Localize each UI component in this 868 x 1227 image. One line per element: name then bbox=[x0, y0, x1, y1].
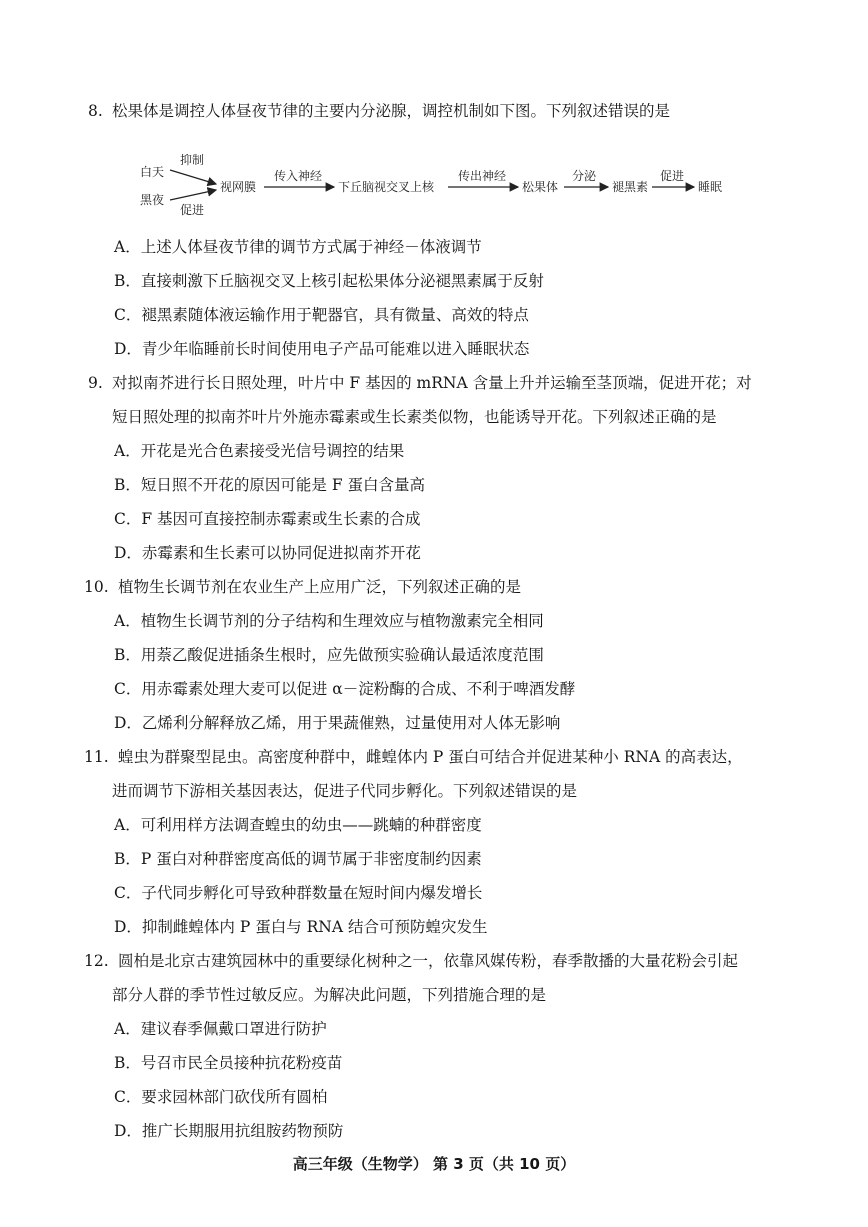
question-10-option-d: D．乙烯利分解释放乙烯，用于果蔬催熟，过量使用对人体无影响 bbox=[114, 714, 561, 732]
question-12-option-a: A．建议春季佩戴口罩进行防护 bbox=[114, 1020, 327, 1038]
question-11-stem-line-1: 蝗虫为群聚型昆虫。高密度种群中，雌蝗体内 P 蛋白可结合并促进某种小 RNA 的高表达， bbox=[118, 748, 743, 766]
question-9-option-d: D．赤霉素和生长素可以协同促进拟南芥开花 bbox=[114, 544, 421, 562]
question-9-option-c: C．F 基因可直接控制赤霉素或生长素的合成 bbox=[114, 510, 421, 528]
question-9-stem-line-2: 短日照处理的拟南芥叶片外施赤霉素或生长素类似物，也能诱导开花。下列叙述正确的是 bbox=[112, 408, 717, 426]
question-8-option-b: B．直接刺激下丘脑视交叉上核引起松果体分泌褪黑素属于反射 bbox=[114, 272, 544, 290]
melatonin-regulation-diagram bbox=[128, 150, 728, 220]
question-9-number: 9. bbox=[88, 374, 103, 392]
question-10-stem-line-1: 植物生长调节剂在农业生产上应用广泛，下列叙述正确的是 bbox=[118, 578, 522, 596]
diagram-sleep: 睡眠 bbox=[698, 180, 723, 194]
question-11-option-a: A．可利用样方法调查蝗虫的幼虫——跳蝻的种群密度 bbox=[114, 816, 482, 834]
question-9-option-b: B．短日照不开花的原因可能是 F 蛋白含量高 bbox=[114, 476, 426, 494]
question-10-number: 10. bbox=[84, 578, 109, 596]
question-10-option-a: A．植物生长调节剂的分子结构和生理效应与植物激素完全相同 bbox=[114, 612, 544, 630]
question-11-stem-line-2: 进而调节下游相关基因表达，促进子代同步孵化。下列叙述错误的是 bbox=[112, 782, 578, 800]
question-10-option-b: B．用萘乙酸促进插条生根时，应先做预实验确认最适浓度范围 bbox=[114, 646, 544, 664]
question-9-option-a: A．开花是光合色素接受光信号调控的结果 bbox=[114, 442, 405, 460]
diagram-promote-label: 促进 bbox=[180, 203, 205, 217]
question-8-option-a: A．上述人体昼夜节律的调节方式属于神经－体液调节 bbox=[114, 238, 482, 256]
question-12-option-b: B．号召市民全员接种抗花粉疫苗 bbox=[114, 1054, 343, 1072]
diagram-scn: 下丘脑视交叉上核 bbox=[338, 180, 435, 194]
question-10-option-c: C．用赤霉素处理大麦可以促进 α－淀粉酶的合成、不利于啤酒发酵 bbox=[114, 680, 576, 698]
question-12-stem-line-2: 部分人群的季节性过敏反应。为解决此问题，下列措施合理的是 bbox=[112, 986, 547, 1004]
question-9-stem-line-1: 对拟南芥进行长日照处理，叶片中 F 基因的 mRNA 含量上升并运输至茎顶端，促进开花；对 bbox=[112, 374, 752, 392]
diagram-promote2-label: 促进 bbox=[660, 169, 685, 183]
question-8-option-d: D．青少年临睡前长时间使用电子产品可能难以进入睡眠状态 bbox=[114, 340, 530, 358]
question-12-stem-line-1: 圆柏是北京古建筑园林中的重要绿化树种之一，依靠风媒传粉，春季散播的大量花粉会引起 bbox=[118, 952, 739, 970]
question-12-option-d: D．推广长期服用抗组胺药物预防 bbox=[114, 1122, 344, 1140]
night-arrow bbox=[170, 190, 216, 200]
question-11-option-d: D．抑制雌蝗体内 P 蛋白与 RNA 结合可预防蝗灾发生 bbox=[114, 918, 488, 936]
question-11-option-b: B．P 蛋白对种群密度高低的调节属于非密度制约因素 bbox=[114, 850, 482, 868]
diagram-efferent-label: 传出神经 bbox=[458, 169, 507, 183]
diagram-retina: 视网膜 bbox=[220, 180, 257, 194]
question-8-option-c: C．褪黑素随体液运输作用于靶器官，具有微量、高效的特点 bbox=[114, 306, 529, 324]
question-11-option-c: C．子代同步孵化可导致种群数量在短时间内爆发增长 bbox=[114, 884, 483, 902]
diagram-svg bbox=[128, 150, 728, 220]
diagram-melatonin: 褪黑素 bbox=[612, 180, 649, 194]
diagram-afferent-label: 传入神经 bbox=[274, 169, 323, 183]
diagram-secrete-label: 分泌 bbox=[572, 169, 597, 183]
page-footer: 高三年级（生物学） 第 3 页（共 10 页） bbox=[292, 1155, 576, 1173]
diagram-day: 白天 bbox=[140, 165, 165, 179]
question-12-option-c: C．要求园林部门砍伐所有圆柏 bbox=[114, 1088, 328, 1106]
question-8-stem-line-1: 松果体是调控人体昼夜节律的主要内分泌腺，调控机制如下图。下列叙述错误的是 bbox=[112, 102, 671, 120]
question-11-number: 11. bbox=[84, 748, 109, 766]
day-arrow bbox=[170, 170, 216, 184]
diagram-inhibit-label: 抑制 bbox=[180, 153, 205, 167]
diagram-night: 黑夜 bbox=[140, 193, 165, 207]
question-12-number: 12. bbox=[84, 952, 109, 970]
question-8-number: 8. bbox=[88, 102, 103, 120]
diagram-pineal: 松果体 bbox=[522, 180, 559, 194]
